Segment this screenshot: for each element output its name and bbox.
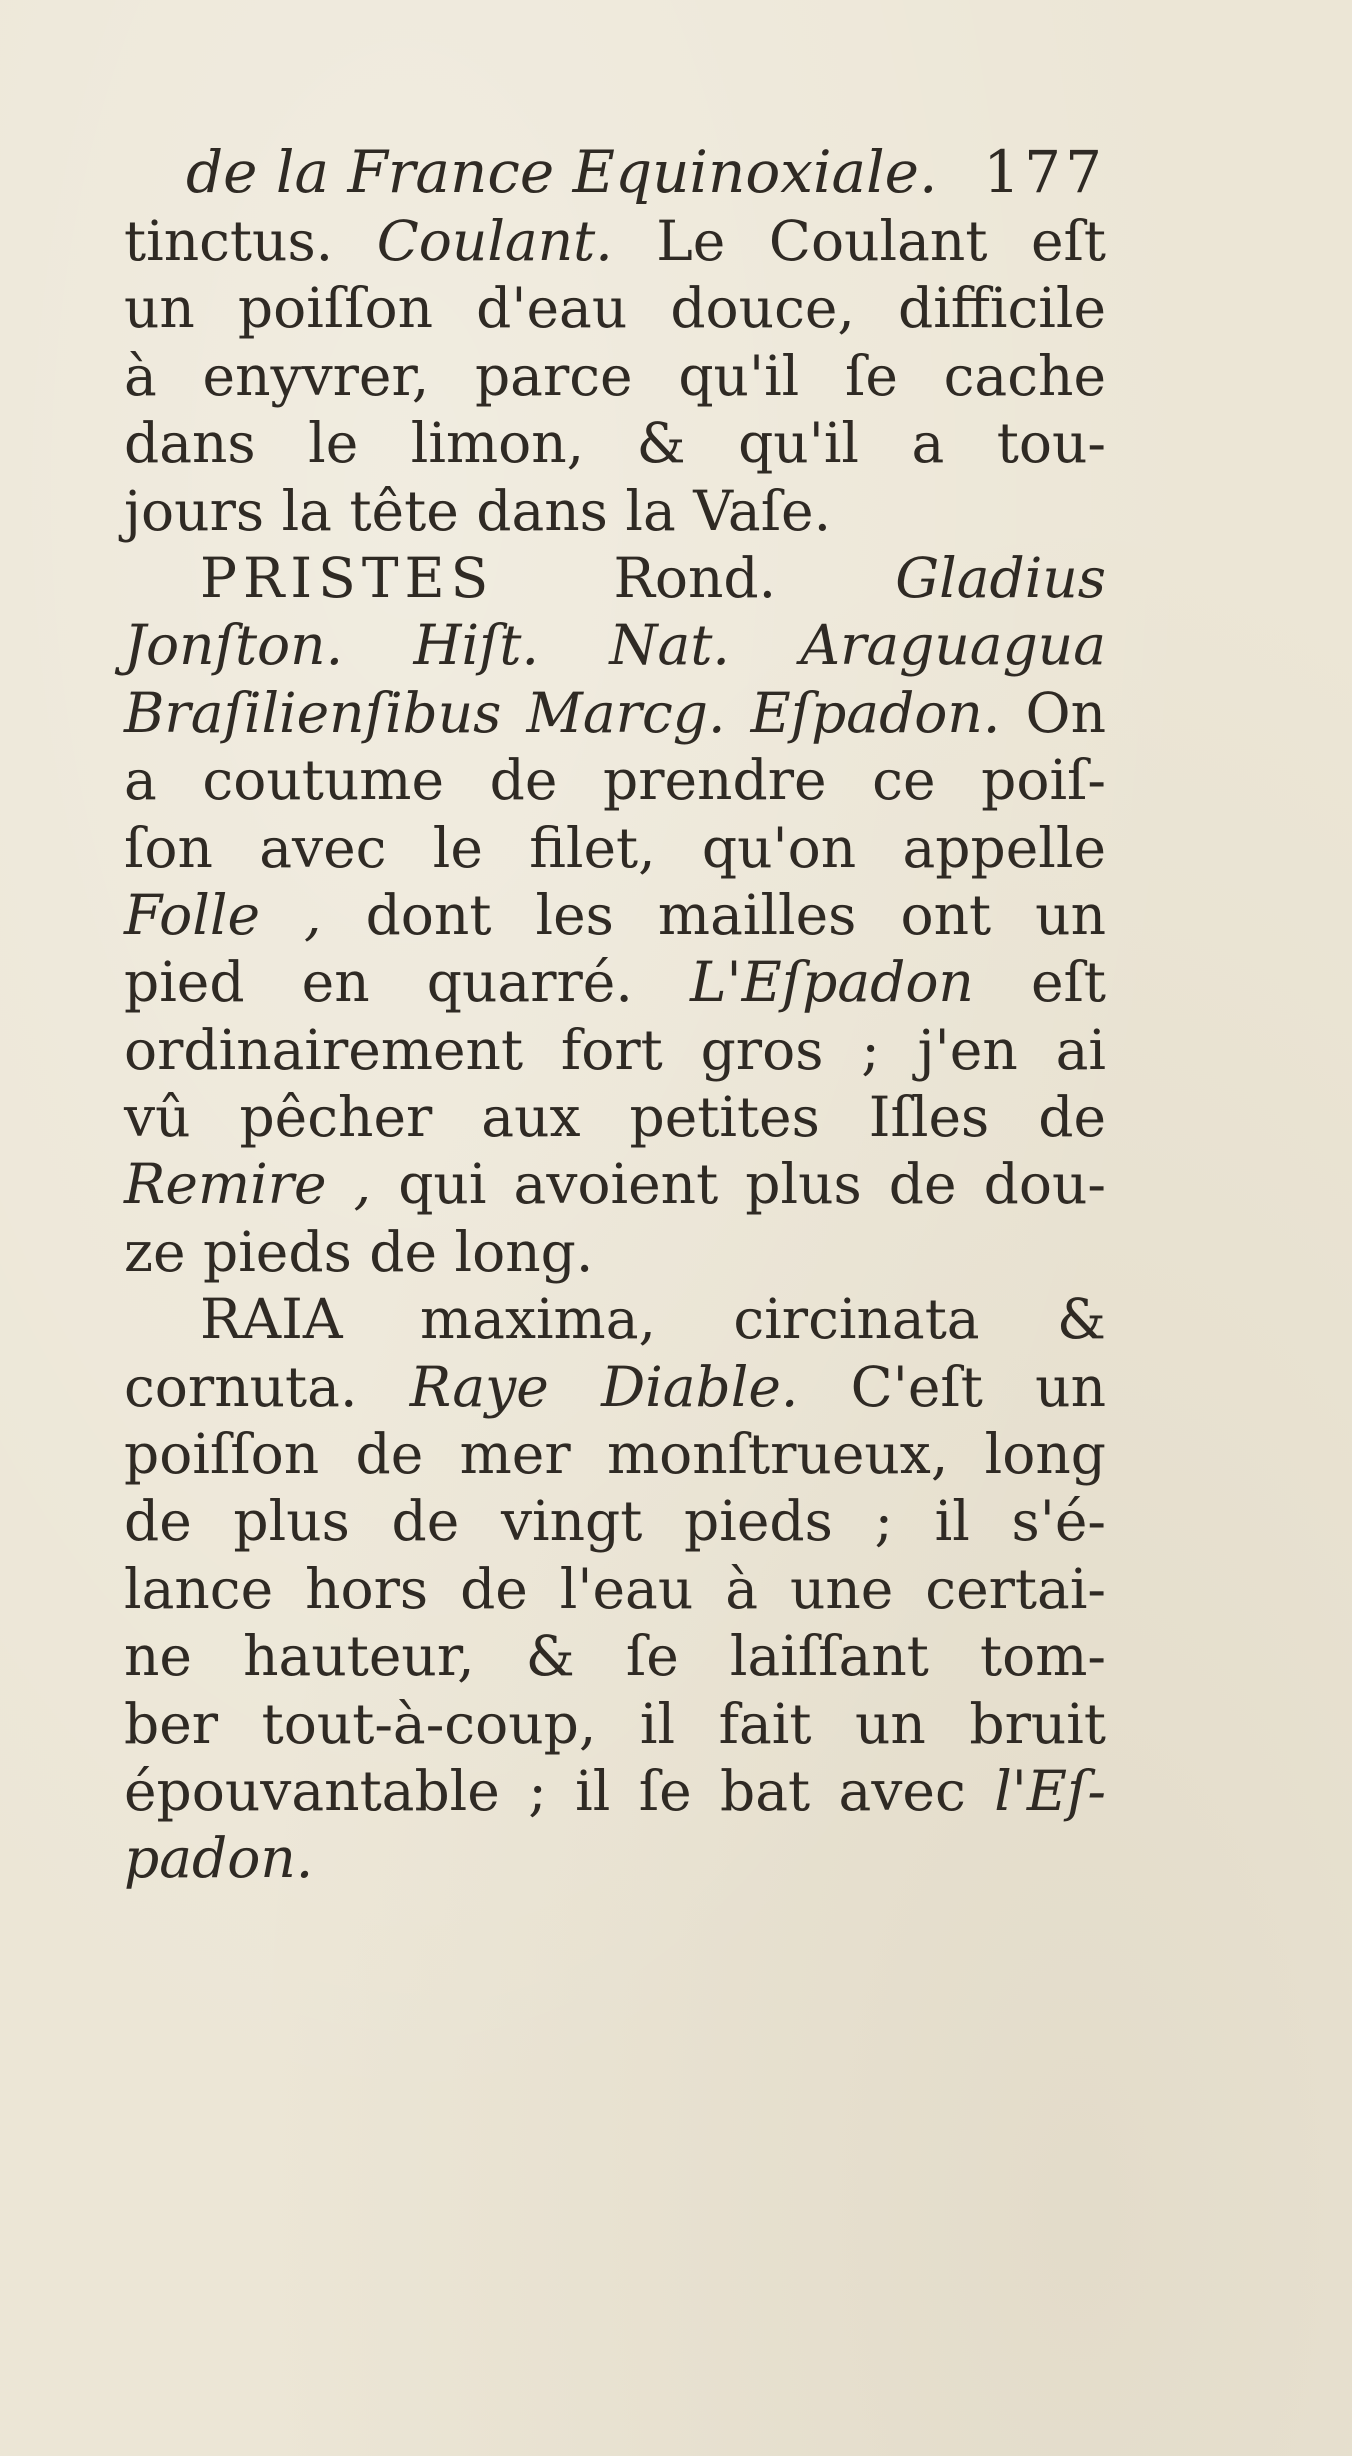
text-line: [124, 612, 1106, 679]
italic-run: padon.: [124, 1826, 314, 1891]
text-line: vû pêcher aux petites Iſles de: [124, 1085, 1106, 1150]
text-line: dans le limon, & qu'il a tou-: [124, 411, 1106, 476]
text-run: On: [1000, 680, 1106, 745]
text-line: ordinairement fort gros ; j'en ai: [124, 1017, 1106, 1082]
running-header: [186, 132, 1106, 212]
text-run: Rond.: [494, 545, 896, 610]
text-run: C'eſt un: [798, 1354, 1106, 1419]
running-title: de la France Equinoxiale.: [186, 138, 938, 206]
text-line: [124, 680, 1106, 747]
italic-run: Folle ,: [124, 882, 322, 947]
text-run: dont les mailles ont un: [321, 882, 1106, 947]
text-line: à enyvrer, parce qu'il ſe cache: [124, 343, 1106, 408]
text-line: [124, 1825, 1106, 1892]
italic-run: L'Eſpadon: [689, 950, 974, 1015]
italic-run: Braſilienſibus Marcg. Eſpadon.: [124, 680, 1001, 745]
text-line: [124, 1758, 1106, 1825]
text-run: cornuta.: [124, 1354, 410, 1419]
text-line: un poiſſon d'eau douce, difficile: [124, 276, 1106, 341]
text-run: qui avoient plus de dou-: [371, 1152, 1106, 1217]
body-text: [124, 208, 1106, 1893]
text-run: eſt: [973, 950, 1106, 1015]
italic-run: Raye Diable.: [409, 1354, 799, 1419]
text-line: poiſſon de mer monſtrueux, long: [124, 1422, 1106, 1487]
text-line: [124, 949, 1106, 1016]
italic-run: l'Eſ-: [994, 1758, 1106, 1823]
italic-run: Remire ,: [124, 1152, 372, 1217]
text-run: pied en quarré.: [124, 950, 690, 1015]
text-run: tinctus.: [124, 209, 377, 273]
italic-run: Jonſton. Hiſt. Nat. Araguagua: [124, 613, 1106, 678]
text-run: PRISTES: [200, 545, 495, 610]
text-line: lance hors de l'eau à une certai-: [124, 1556, 1106, 1621]
text-line: [124, 545, 1106, 612]
text-line: ſon avec le filet, qu'on appelle: [124, 815, 1106, 880]
text-line: [124, 882, 1106, 949]
text-line: ze pieds de long.: [124, 1219, 594, 1284]
text-line: de plus de vingt pieds ; il s'é-: [124, 1489, 1106, 1554]
italic-run: Gladius: [895, 545, 1106, 610]
text-line: jours la tête dans la Vaſe.: [124, 478, 832, 543]
text-line: ber tout-à-coup, il fait un bruit: [124, 1691, 1106, 1756]
text-line: RAIA maxima, circinata &: [200, 1287, 1106, 1352]
text-line: [124, 1151, 1106, 1218]
text-line: a coutume de prendre ce poiſ-: [124, 748, 1106, 813]
text-run: épouvantable ; il ſe bat avec: [124, 1758, 995, 1823]
italic-run: Coulant.: [376, 209, 613, 273]
page-number: 177: [983, 138, 1106, 206]
text-line: ne hauteur, & ſe laiſſant tom-: [124, 1624, 1106, 1689]
text-run: Le Coulant eſt: [612, 209, 1106, 273]
text-line: [124, 208, 1106, 275]
text-line: [124, 1354, 1106, 1421]
